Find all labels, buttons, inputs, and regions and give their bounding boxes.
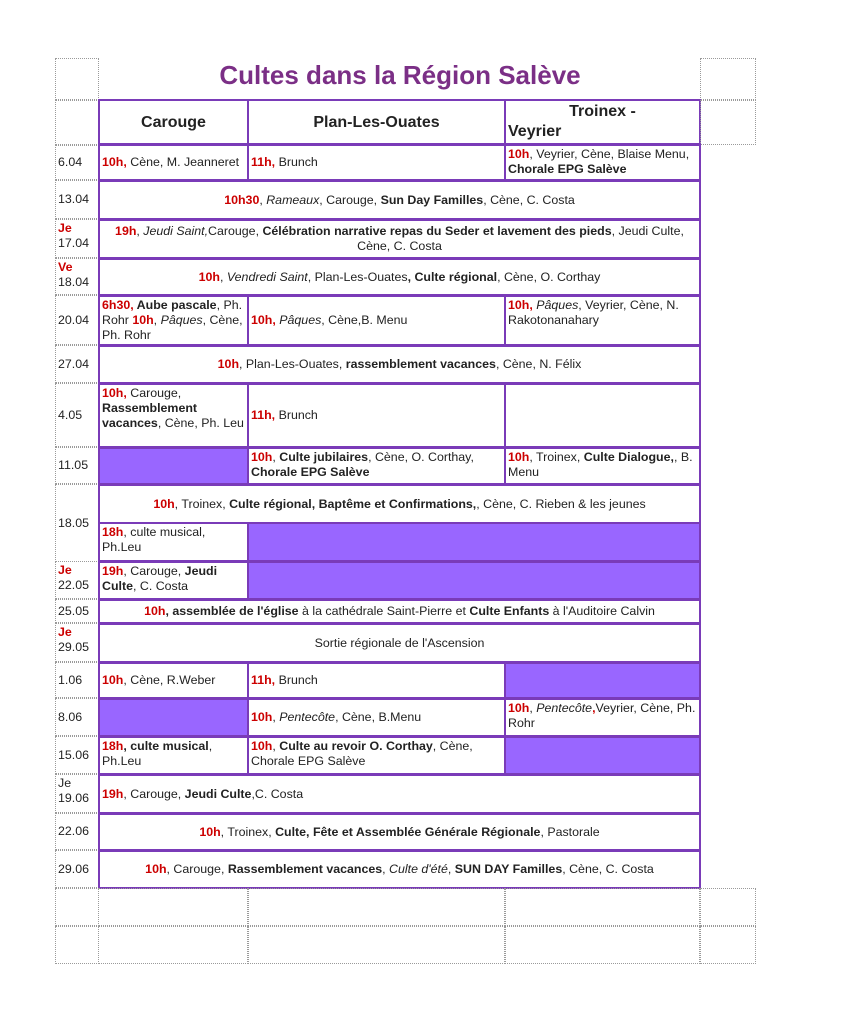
text-run: 10h (251, 739, 273, 753)
weekday-label: Je (58, 776, 72, 790)
text-run: Chorale EPG Salève (508, 162, 627, 176)
text-run: 10h, (102, 386, 131, 400)
cell-text (251, 710, 421, 725)
filled-cell (504, 736, 701, 775)
text-run: Pâques (160, 313, 203, 327)
cell-text (102, 787, 303, 802)
text-run: , Troinex, (529, 450, 584, 464)
text-run: , (153, 313, 161, 327)
carouge-cell (98, 295, 249, 346)
date-cell: 1.06 (55, 662, 99, 698)
text-run: 10h (153, 496, 175, 511)
date-label: 29.05 (58, 640, 90, 654)
header-carouge: Carouge (98, 99, 249, 145)
cell-text (508, 450, 697, 480)
carouge-cell (98, 561, 249, 600)
date-label: 17.04 (58, 236, 90, 250)
text-run: Sortie régionale de l'Ascension (314, 635, 485, 650)
text-run: Culte jubilaires (279, 450, 369, 464)
text-run: 10h (251, 710, 273, 724)
date-cell: 8.06 (55, 698, 99, 736)
text-run: 10h (144, 604, 166, 618)
text-run: Aube pascale (136, 298, 217, 312)
cell-text (102, 224, 697, 254)
carouge-cell (98, 698, 249, 737)
troinex-cell (504, 447, 701, 485)
carouge-cell (98, 662, 249, 699)
date-cell: 4.05 (55, 383, 99, 447)
troinex-cell (504, 698, 701, 737)
cell-text (144, 604, 655, 619)
date-cell (55, 774, 99, 813)
text-run: , Troinex, (220, 824, 276, 839)
text-run: SUN DAY Familles (454, 862, 563, 876)
text-run: 6h30, (102, 298, 137, 312)
span-cell (98, 774, 701, 814)
text-run: 10h (102, 673, 124, 687)
text-run: 11h, (251, 155, 279, 169)
text-run: , Carouge, (319, 192, 381, 207)
grid-cell (98, 926, 248, 964)
text-run: Rameaux (266, 192, 320, 207)
plan-cell (247, 698, 506, 737)
text-run: , (272, 710, 280, 724)
text-run: 11h, (251, 408, 279, 422)
text-run: 10h (145, 862, 167, 876)
cell-text (251, 155, 318, 170)
grid-cell (700, 926, 756, 964)
filled-cell (247, 561, 701, 600)
text-run: Culte Dialogue, (583, 450, 674, 464)
cell-text (102, 739, 245, 769)
cell-text (251, 408, 318, 423)
text-run: 10h, (508, 298, 537, 312)
text-run: , Cène, N. Félix (495, 357, 582, 371)
plan-cell (247, 383, 506, 448)
grid-cell (55, 58, 99, 100)
text-run: 10h (217, 357, 240, 371)
text-run: Brunch (278, 408, 318, 422)
carouge-cell (98, 144, 249, 181)
text-run: , Veyrier, Cène, Blaise Menu, (529, 147, 690, 161)
page-title: Cultes dans la Région Salève (219, 60, 581, 90)
cell-text (199, 825, 599, 840)
text-run: Brunch (278, 155, 318, 169)
weekday-label: Je (58, 625, 72, 639)
text-run: , Troinex, (174, 496, 230, 511)
span-cell (98, 484, 701, 524)
cell-text (102, 673, 215, 688)
text-run: Célébration narrative repas du Seder et lavement des pieds (262, 224, 612, 238)
grid-cell (700, 58, 756, 100)
troinex-cell (504, 295, 701, 346)
text-run: Rassemblement vacances (227, 862, 383, 876)
text-run: 19h (102, 786, 124, 801)
text-run: Pâques (536, 298, 579, 312)
text-run: , Cène, Ph. Rohr (102, 313, 243, 342)
cell-text (145, 862, 654, 877)
date-label: 18.04 (58, 275, 90, 289)
cell-text (102, 155, 239, 170)
text-run: Jeudi Saint, (143, 224, 209, 238)
text-run: , Plan-Les-Ouates (307, 269, 408, 284)
text-run: Pentecôte (279, 710, 336, 724)
text-run: , (592, 701, 596, 715)
weekday-label: Ve (58, 260, 73, 274)
span-cell (98, 599, 701, 624)
cell-text (251, 739, 502, 769)
span-cell (98, 180, 701, 220)
date-cell: 18.05 (55, 484, 99, 562)
cell-text (199, 270, 601, 285)
text-run: , (259, 192, 267, 207)
text-run: 10h (198, 269, 220, 284)
text-run: 10h (508, 147, 530, 161)
text-run: , Carouge, (166, 862, 228, 876)
plan-cell (247, 295, 506, 346)
text-run: 11h, (251, 673, 279, 687)
text-run: Sun Day Familles (380, 192, 484, 207)
grid-cell (55, 926, 99, 964)
text-run: Carouge, (208, 224, 263, 238)
header-plan-les-ouates: Plan-Les-Ouates (247, 99, 506, 145)
text-run: , (529, 701, 537, 715)
span-cell (98, 258, 701, 296)
weekday-label: Je (58, 221, 72, 235)
span-cell (98, 813, 701, 851)
text-run: , Cène, Chorale EPG Salève (251, 739, 473, 768)
date-cell (55, 219, 99, 258)
text-run: , Pastorale (540, 824, 600, 839)
text-run: , Ph.Leu (102, 739, 213, 768)
date-cell (55, 623, 99, 662)
cell-text (251, 450, 502, 480)
text-run: , (382, 862, 390, 876)
text-run: , Cène, O. Corthay (497, 269, 601, 284)
date-cell: 29.06 (55, 850, 99, 888)
text-run: 18h (102, 525, 124, 539)
grid-cell (505, 926, 700, 964)
grid-cell (700, 888, 756, 926)
text-run: , Carouge, (123, 786, 185, 801)
text-run: Vendredi Saint (226, 269, 308, 284)
text-run: , Cène, R.Weber (123, 673, 216, 687)
date-cell: 11.05 (55, 447, 99, 484)
cell-text (102, 525, 245, 555)
header-troinex: Troinex - (569, 103, 636, 120)
text-run: 10h (132, 313, 154, 327)
text-run: , assemblée de l'église (165, 604, 299, 618)
plan-cell (247, 144, 506, 181)
date-cell: 13.04 (55, 180, 99, 219)
text-run: , Cène, C. Costa (562, 862, 654, 876)
grid-cell (55, 100, 99, 145)
text-run: 10h30 (224, 192, 260, 207)
text-run: 10h (508, 701, 530, 715)
text-run: rassemblement vacances (345, 357, 496, 371)
text-run: Carouge, (130, 386, 182, 400)
cell-text (102, 298, 245, 343)
cell-text (251, 673, 318, 688)
cell-text (224, 193, 575, 208)
cell-text (508, 701, 697, 731)
text-run: 10h (199, 824, 221, 839)
cell-text (218, 357, 582, 372)
cell-text (153, 497, 645, 512)
text-run: , Culte régional (407, 269, 498, 284)
grid-cell (248, 888, 505, 926)
text-run: Veyrier, Cène, Ph. Rohr (508, 701, 696, 730)
grid-cell (248, 926, 505, 964)
text-run: , Ph. Rohr (102, 298, 243, 327)
carouge-cell (98, 383, 249, 448)
text-run: Cène, M. Jeanneret (130, 155, 240, 169)
text-run: , Cène, O. Corthay, (368, 450, 474, 464)
carouge-cell (98, 447, 249, 485)
date-label: 22.05 (58, 578, 90, 592)
text-run: Chorale EPG Salève (251, 465, 370, 479)
text-run: à l'Auditoire Calvin (549, 604, 655, 618)
troinex-cell (504, 383, 701, 448)
filled-cell (504, 662, 701, 699)
text-run: à la cathédrale Saint-Pierre et (298, 604, 470, 618)
text-run: Culte au revoir O. Corthay (279, 739, 433, 753)
cell-text (102, 564, 245, 594)
header-veyrier: Veyrier (508, 123, 562, 140)
text-run: , (272, 450, 280, 464)
filled-cell (247, 522, 701, 562)
text-run: , (136, 224, 144, 238)
text-run: 10h, (251, 313, 280, 327)
text-run: , B. Menu (508, 450, 693, 479)
text-run: , Cène,B. Menu (321, 313, 408, 327)
cell-text (251, 313, 407, 328)
text-run: , Cène, C. Rieben & les jeunes (476, 496, 646, 511)
text-run: Culte, Fête et Assemblée Générale Régionale (275, 824, 541, 839)
plan-cell (247, 736, 506, 775)
text-run: 18h (102, 739, 124, 753)
date-cell: 22.06 (55, 813, 99, 850)
text-run: 10h (508, 450, 530, 464)
date-cell: 15.06 (55, 736, 99, 774)
text-run: , Cène, C. Costa (483, 192, 575, 207)
text-run: , culte musical (123, 739, 209, 753)
text-run: , Veyrier, Cène, N. Rakotonanahary (508, 298, 679, 327)
date-cell: 6.04 (55, 145, 99, 180)
text-run: Jeudi Culte (102, 564, 218, 593)
carouge-cell (98, 736, 249, 775)
text-run: Rassemblement vacances (102, 401, 198, 430)
text-run: 10h, (102, 155, 131, 169)
text-run: Jeudi Culte (184, 786, 252, 801)
text-run: Brunch (278, 673, 318, 687)
cell-text (508, 298, 697, 328)
grid-cell (505, 888, 700, 926)
span-cell (98, 219, 701, 259)
cell-text (102, 386, 245, 431)
span-cell (98, 623, 701, 663)
text-run: Culte Enfants (469, 604, 550, 618)
date-cell: 27.04 (55, 345, 99, 383)
cell-text (508, 147, 697, 177)
date-cell (55, 258, 99, 295)
date-cell: 20.04 (55, 295, 99, 345)
text-run: , culte musical, Ph.Leu (102, 525, 206, 554)
text-run: , Cène, Ph. Leu (157, 416, 244, 430)
text-run: , C. Costa (132, 579, 189, 593)
troinex-cell (504, 144, 701, 181)
text-run: 19h (115, 224, 137, 238)
carouge-cell (98, 522, 249, 562)
date-cell (55, 561, 99, 599)
text-run: , Plan-Les-Ouates, (239, 357, 346, 371)
grid-cell (55, 888, 99, 926)
text-run: Culte d'été (389, 862, 448, 876)
grid-cell (98, 888, 248, 926)
weekday-label: Je (58, 563, 72, 577)
span-cell (98, 850, 701, 889)
header-troinex-veyrier (504, 99, 701, 145)
plan-cell (247, 662, 506, 699)
text-run: , (272, 739, 280, 753)
text-run: , (219, 269, 227, 284)
text-run: Pâques (279, 313, 322, 327)
cell-text (315, 636, 485, 651)
text-run: , Carouge, (123, 564, 185, 578)
text-run: , Jeudi Culte, Cène, C. Costa (357, 224, 684, 253)
date-label: 19.06 (58, 791, 90, 805)
text-run: , (447, 862, 455, 876)
date-cell: 25.05 (55, 599, 99, 623)
text-run: ,C. Costa (251, 786, 304, 801)
plan-cell (247, 447, 506, 485)
text-run: Pentecôte (536, 701, 593, 715)
grid-cell (700, 100, 756, 145)
text-run: , Cène, B.Menu (335, 710, 422, 724)
text-run: 10h (251, 450, 273, 464)
span-cell (98, 345, 701, 384)
text-run: Culte régional, Baptême et Confirmations, (229, 496, 477, 511)
text-run: 19h (102, 564, 124, 578)
